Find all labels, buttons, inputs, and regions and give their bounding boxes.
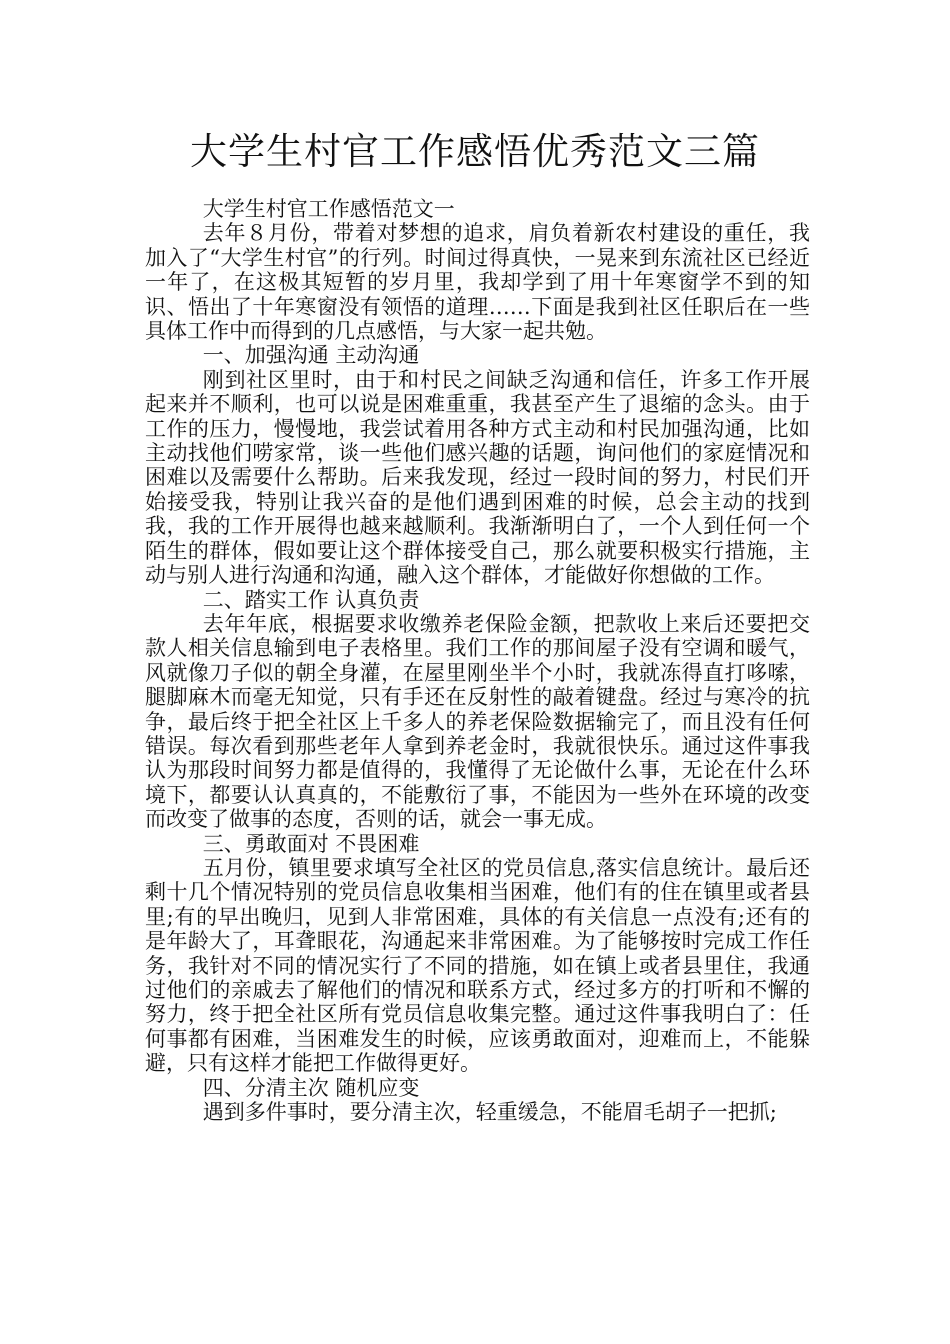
section-heading-4: 四、分清主次 随机应变 — [202, 1075, 420, 1100]
document-body — [145, 197, 810, 1124]
section-heading-1: 一、加强沟通 主动沟通 — [202, 343, 420, 368]
section-heading-3: 三、勇敢面对 不畏困难 — [202, 831, 420, 856]
essay-heading: 大学生村官工作感悟范文一 — [202, 197, 455, 221]
section-heading-2: 二、踏实工作 认真负责 — [202, 587, 420, 612]
section-paragraph-1: 刚到社区里时，由于和村民之间缺乏沟通和信任，许多工作开展起来并不顺利，也可以说是困难重重，我甚至产生了退缩的念头。由于工作的压力，慢慢地，我尝试着用各种方式主动和村民加强沟通，比如主动找他们唠家常，谈一些他们感兴趣的话题，询问他们的家庭情况和困难以及需要什么帮助。后来我发现，经过一段时间的努力，村民们开始接受我，特别让我兴奋的是他们遇到困难的时候，总会主动的找到我，我的工作开展得也越来越顺利。我渐渐明白了，一个人到任何一个陌生的群体，假如要让这个群体接受自己，那么就要积极实行措施，主动与别人进行沟通和沟通，融入这个群体，才能做好你想做的工作。 — [145, 367, 810, 588]
section-paragraph-3: 五月份，镇里要求填写全社区的党员信息,落实信息统计。最后还剩十几个情况特别的党员信息收集相当困难，他们有的住在镇里或者县里;有的早出晚归，见到人非常困难，具体的有关信息一点没有;还有的是年龄大了，耳聋眼花，沟通起来非常困难。为了能够按时完成工作任务，我针对不同的情况实行了不同的措施，如在镇上或者县里住，我通过他们的亲戚去了解他们的情况和联系方式，经过多方的打听和不懈的努力，终于把全社区所有党员信息收集完整。通过这件事我明白了：任何事都有困难，当困难发生的时候，应该勇敢面对，迎难而上，不能躲避，只有这样才能把工作做得更好。 — [145, 855, 810, 1076]
section-paragraph-4: 遇到多件事时，要分清主次，轻重缓急，不能眉毛胡子一把抓; — [202, 1100, 777, 1125]
section-paragraph-2: 去年年底，根据要求收缴养老保险金额，把款收上来后还要把交款人相关信息输到电子表格里。我们工作的那间屋子没有空调和暖气，风就像刀子似的朝全身灌，在屋里刚坐半个小时，我就冻得直打哆嗦，腿脚麻木而毫无知觉，只有手还在反射性的敲着键盘。经过与寒冷的抗争，最后终于把全社区上千多人的养老保险数据输完了，而且没有任何错误。每次看到那些老年人拿到养老金时，我就很快乐。通过这件事我认为那段时间努力都是值得的，我懂得了无论做什么事，无论在什么环境下，都要认认真真的，不能敷衍了事，不能因为一些外在环境的改变而改变了做事的态度，否则的话，就会一事无成。 — [145, 611, 810, 832]
intro-paragraph: 去年８月份，带着对梦想的追求，肩负着新农村建设的重任，我加入了“大学生村官”的行列。时间过得真快，一晃来到东流社区已经近一年了，在这极其短暂的岁月里，我却学到了用十年寒窗学不到的知识、悟出了十年寒窗没有领悟的道理……下面是我到社区任职后在一些具体工作中而得到的几点感悟，与大家一起共勉。 — [145, 221, 810, 344]
document-title: 大学生村官工作感悟优秀范文三篇 — [190, 130, 760, 173]
